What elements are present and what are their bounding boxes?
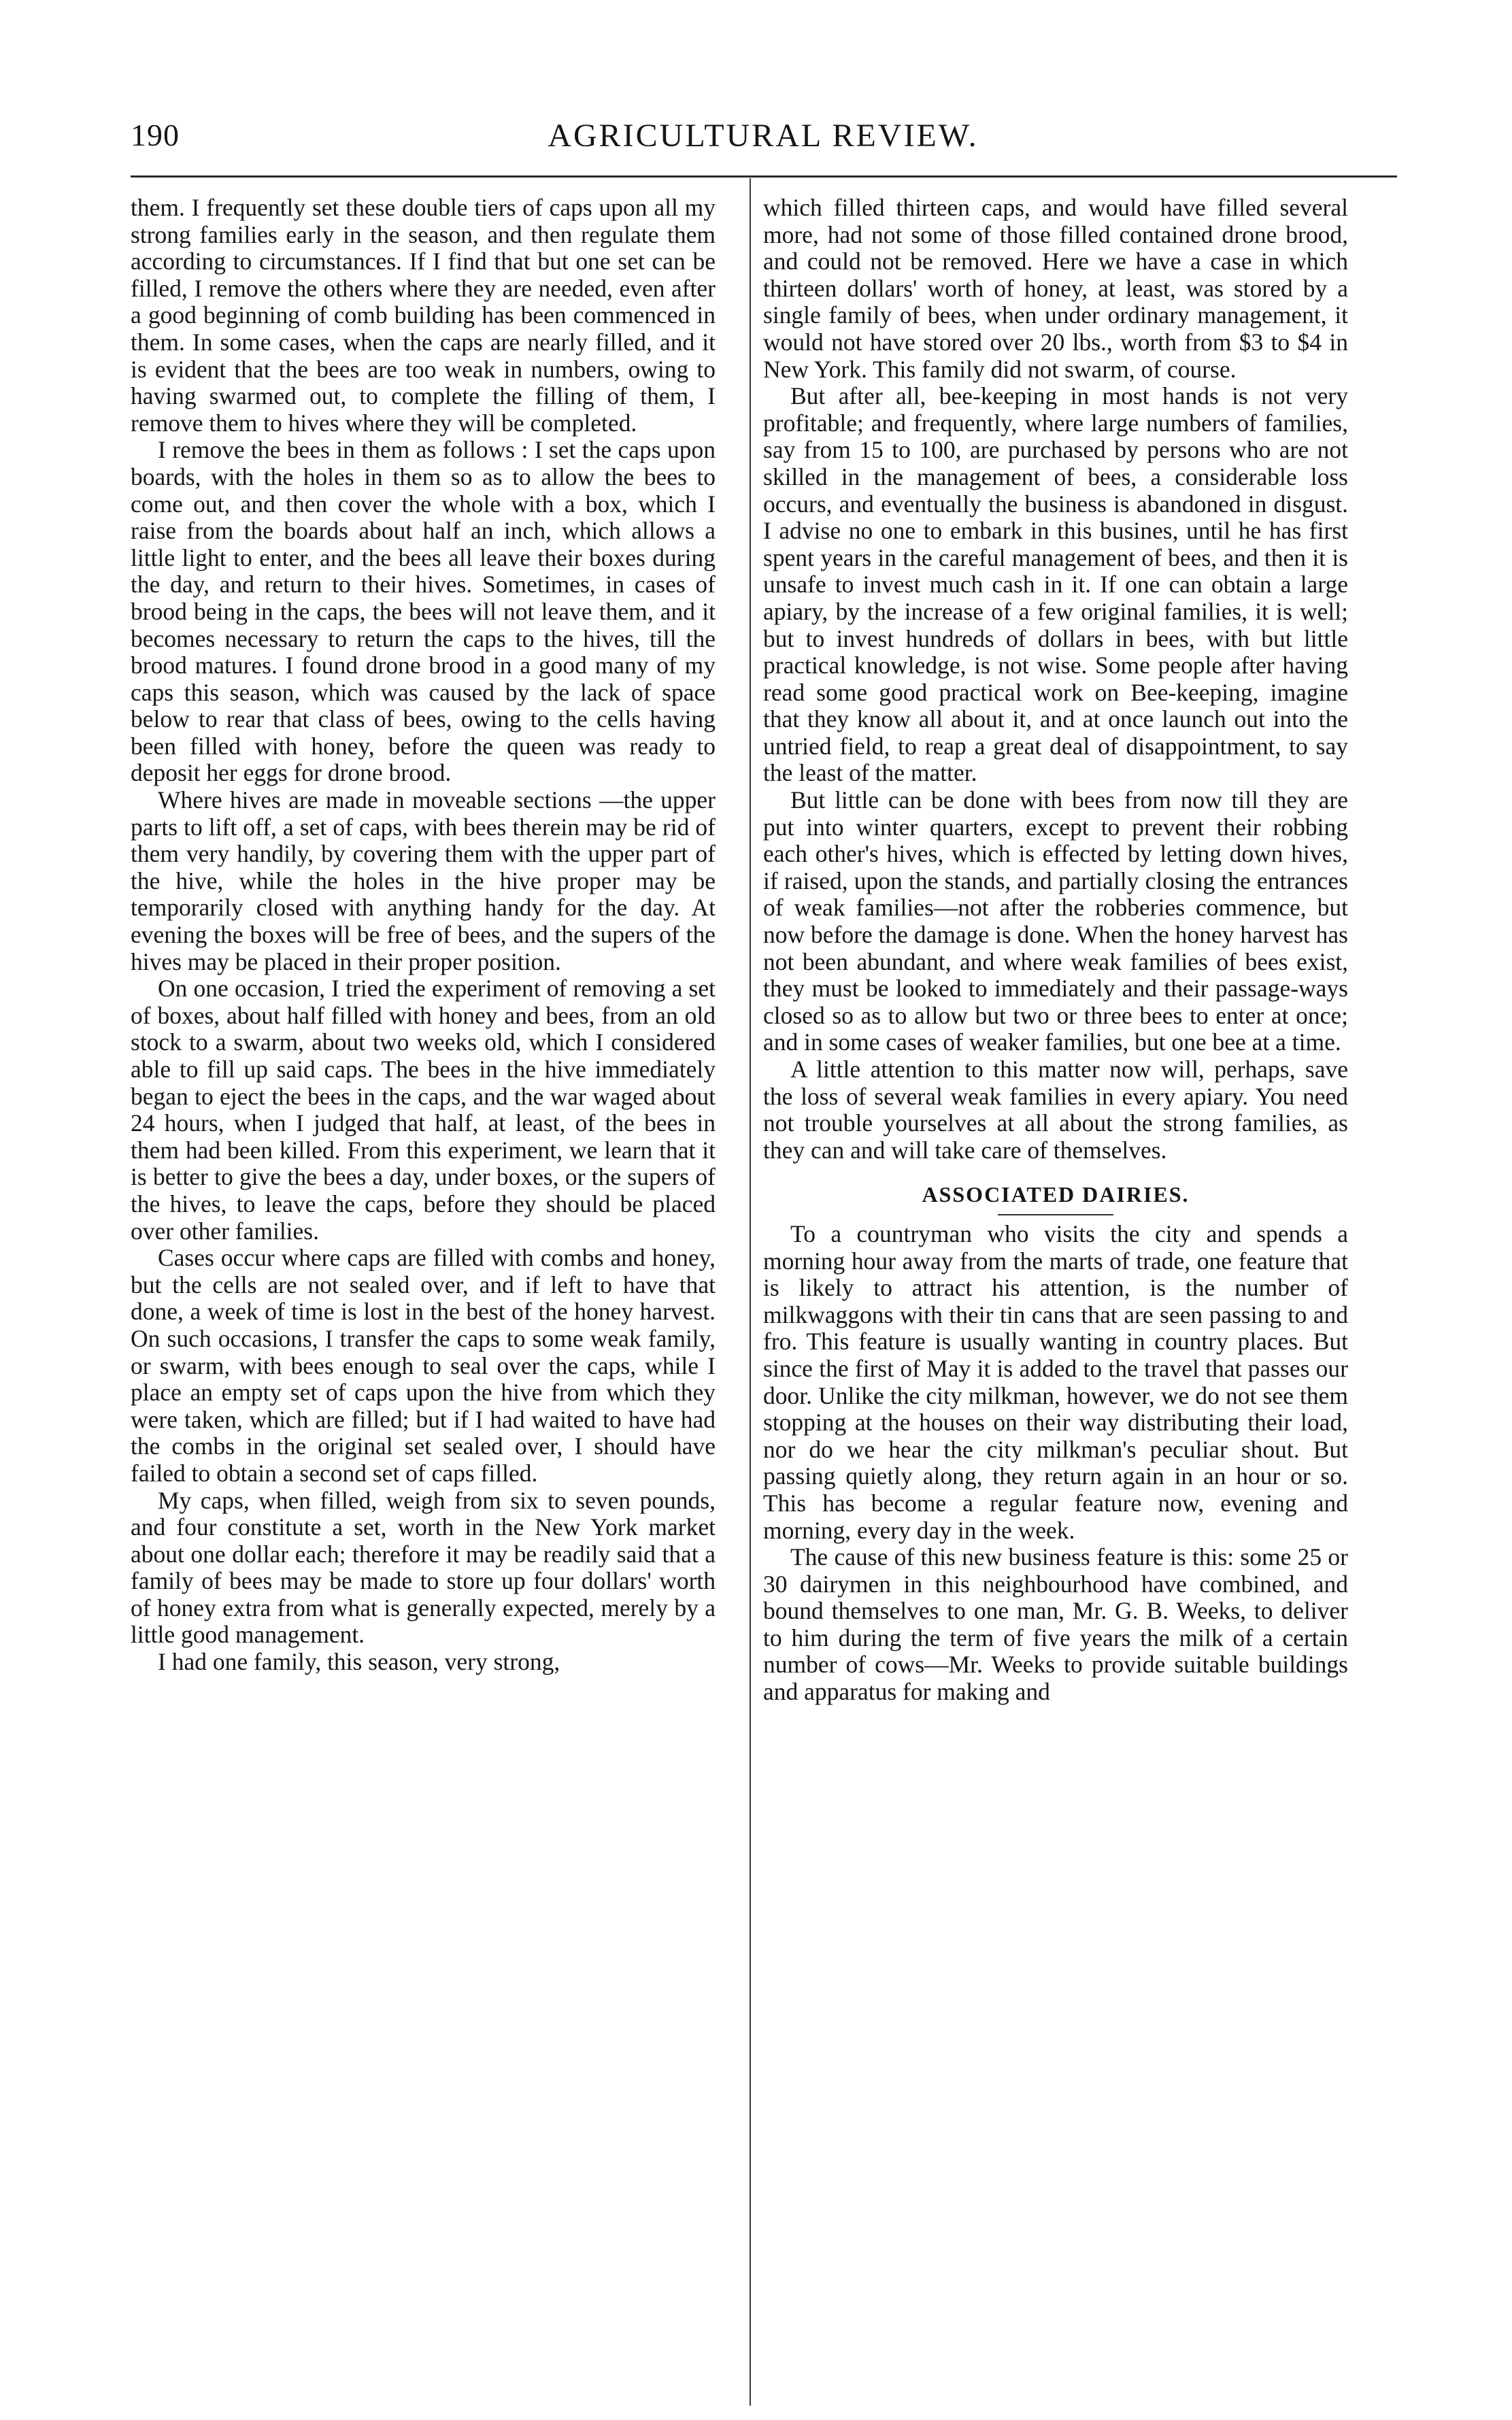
paragraph: I remove the bees in them as follows : I set the caps upon boards, with the holes in them so as to allow the bees to come out, and then cover the whole with a box, which I raise from the boards about half an inch, which allows a little light to enter, and the bees all leave their boxes during the day, and return to their hives. Sometimes, in cases of brood being in the caps, the bees will not leave them, and it becomes necessary to return the caps to the hives, till the brood matures. I found drone brood in a good many of my caps this season, which was caused by the lack of space below to rear that class of bees, owing to the cells having been filled with honey, before the queen was ready to deposit her eggs for drone brood. (131, 436, 716, 787)
right-column (763, 195, 1348, 1706)
paragraph: I had one family, this season, very strong, (158, 1648, 560, 1676)
page-number: 190 (131, 118, 180, 152)
paragraph: But little can be done with bees from now till they are put into winter quarters, except to prevent their robbing each other's hives, which is effected by letting down hives, if raised, upon the stands, and partially closing the entrances of weak families—not after the robberies commence, but now before the damage is done. When the honey harvest has not been abundant, and where weak families of bees exist, they must be looked to immediately and their passage-ways closed so as to allow but two or three bees to enter at once; and in some cases of weaker families, but one bee at a time. (763, 786, 1348, 1056)
section-heading: ASSOCIATED DAIRIES. (922, 1182, 1190, 1207)
page-header (131, 117, 1396, 165)
paragraph: On one occasion, I tried the experiment of removing a set of boxes, about half filled with honey and bees, from an old stock to a swarm, about two weeks old, which I considered able to fill up said caps. The bees in the hive immediately began to eject the bees in the caps, and the war waged about 24 hours, when I judged that half, at least, of the bees in them had been killed. From this experiment, we learn that it is better to give the bees a day, under boxes, or the supers of the hives, to leave the caps, before they should be placed over other families. (131, 975, 716, 1245)
column-divider (750, 178, 751, 2406)
paragraph: My caps, when filled, weigh from six to seven pounds, and four constitute a set, worth in the New York market about one dollar each; therefore it may be readily said that a family of bees may be made to store up four dollars' worth of honey extra from what is generally expected, merely by a little good management. (131, 1486, 716, 1649)
paragraph: Where hives are made in moveable sections —the upper parts to lift off, a set of caps, with bees therein may be rid of them very handily, by covering them with the upper part of the hive, while the holes in the hive proper may be temporarily closed with anything handy for the day. At evening the boxes will be free of bees, and the supers of the hives may be placed in their proper position. (131, 786, 716, 975)
section-heading-rule (998, 1214, 1113, 1215)
paragraph: A little attention to this matter now will, perhaps, save the loss of several weak families in every apiary. You need not trouble yourselves at all about the strong families, as they can and will take care of themselves. (763, 1056, 1348, 1164)
paragraph: But after all, bee-keeping in most hands is not very profitable; and frequently, where large numbers of families, say from 15 to 100, are purchased by persons who are not skilled in the management of bees, a considerable loss occurs, and eventually the business is abandoned in disgust. I advise no one to embark in this busines, until he has first spent years in the careful management of bees, and then it is unsafe to invest much cash in it. If one can obtain a large apiary, by the increase of a few original families, it is well; but to invest hundreds of dollars in bees, with but little practical knowledge, is not wise. Some people after having read some good practical work on Bee-keeping, imagine that they know all about it, and at once launch out into the untried field, to reap a great deal of disappointment, to say the least of the matter. (763, 382, 1348, 787)
paragraph: To a countryman who visits the city and spends a morning hour away from the marts of trade, one feature that is likely to attract his attention, is the number of milkwaggons with their tin cans that are seen passing to and fro. This feature is usually wanting in country places. But since the first of May it is added to the travel that passes our door. Unlike the city milkman, however, we do not see them stopping at the houses on their way distributing their load, nor do we hear the city milkman's peculiar shout. But passing quietly along, they return again in an hour or so. This has become a regular feature now, evening and morning, every day in the week. (763, 1220, 1348, 1544)
left-column (131, 195, 716, 1676)
running-title: AGRICULTURAL REVIEW. (548, 118, 979, 154)
paragraph: them. I frequently set these double tiers of caps upon all my strong families early in the season, and then regulate them according to circumstances. If I find that but one set can be filled, I remove the others where they are needed, even after a good beginning of comb building has been commenced in them. In some cases, when the caps are nearly filled, and it is evident that the bees are too weak in numbers, owing to having swarmed out, to complete the filling of them, I remove them to hives where they will be completed. (131, 194, 716, 437)
paragraph: Cases occur where caps are filled with combs and honey, but the cells are not sealed over, and if left to have that done, a week of time is lost in the best of the honey harvest. On such occasions, I transfer the caps to some weak family, or swarm, with bees enough to seal over the caps, while I place an empty set of caps upon the hive from which they were taken, which are filled; but if I had waited to have had the combs in the original set sealed over, I should have failed to obtain a second set of caps filled. (131, 1244, 716, 1487)
header-rule (131, 175, 1397, 178)
paragraph: The cause of this new business feature is this: some 25 or 30 dairymen in this neighbourhood have combined, and bound themselves to one man, Mr. G. B. Weeks, to deliver to him during the term of five years the milk of a certain number of cows—Mr. Weeks to provide suitable buildings and apparatus for making and (763, 1543, 1348, 1706)
paragraph: which filled thirteen caps, and would have filled several more, had not some of those filled contained drone brood, and could not be removed. Here we have a case in which thirteen dollars' worth of honey, at least, was stored by a single family of bees, when under ordinary management, it would not have stored over 20 lbs., worth from $3 to $4 in New York. This family did not swarm, of course. (763, 194, 1348, 383)
